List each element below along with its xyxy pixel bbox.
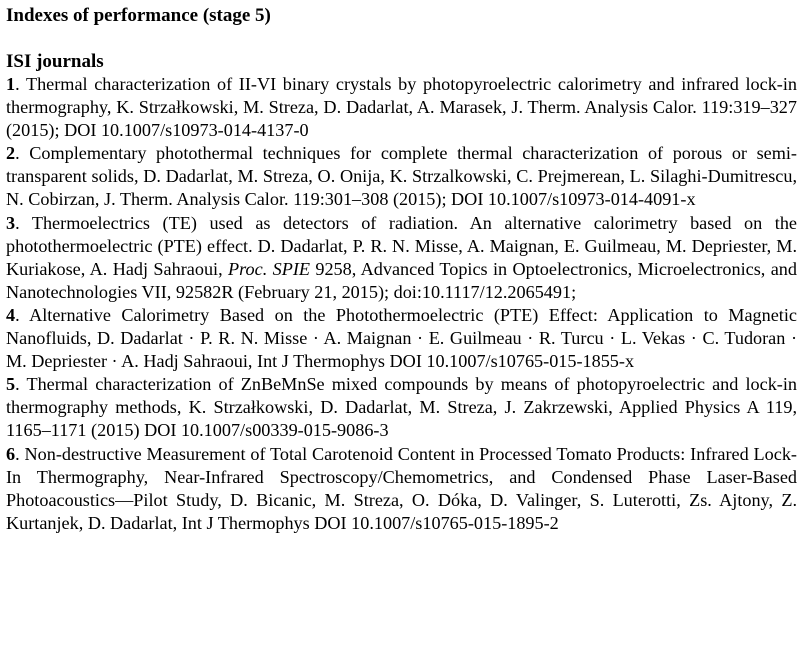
reference-number: 1 (6, 74, 16, 94)
reference-item-2 (6, 142, 797, 211)
reference-text: . Complementary photothermal techniques for complete thermal characterization of porous or semi-transparent solids, D. Dadarlat, M. Streza, O. Onija, K. Strzalkowski, C. Prejmerean, L. Silaghi-Dumitrescu, N. Cobirzan, J. Therm. Analysis Calor. 119:301–308 (2015); DOI 10.1007/s10973-014-4091-x (6, 143, 797, 210)
section-title: ISI journals (6, 51, 104, 72)
page-title: Indexes of performance (stage 5) (6, 5, 271, 26)
reference-number: 5 (6, 374, 16, 395)
reference-text: . Non-destructive Measurement of Total Carotenoid Content in Processed Tomato Products: Infrared Lock-In Thermography, Near-Infrared Spectroscopy/Chemometrics, and Condensed Phase Laser-Based Photoacoustics—Pilot Study, D. Bicanic, M. Streza, O. Dóka, D. Valinger, S. Luterotti, Zs. Ajtony, Z. Kurtanjek, D. Dadarlat, Int J Thermophys DOI 10.1007/s10765-015-1895-2 (6, 443, 797, 533)
reference-number: 6 (6, 443, 16, 464)
reference-item-6 (6, 443, 797, 535)
reference-item-1 (6, 73, 797, 142)
reference-text: . Thermal characterization of ZnBeMnSe mixed compounds by means of photopyroelectric and lock-in thermography methods, K. Strzałkowski, D. Dadarlat, M. Streza, J. Zakrzewski, Applied Physics A 119, 1165–1171 (2015) DOI 10.1007/s00339-015-9086-3 (6, 374, 797, 441)
reference-list (6, 73, 797, 535)
reference-number: 4 (6, 304, 16, 325)
reference-item-3 (6, 212, 797, 304)
blank-line (6, 27, 797, 50)
reference-number: 2 (6, 143, 16, 164)
reference-text-continued: 9258, Advanced Topics in Optoelectronics, Microelectronics, and Nanotechnologies VII, 92582R (February 21, 2015); doi:10.1117/12.2065491; (6, 258, 797, 302)
reference-number: 3 (6, 212, 16, 233)
reference-text: . Thermoelectrics (TE) used as detectors of radiation. An alternative calorimetry based on the photothermoelectric (PTE) effect. D. Dadarlat, P. R. N. Misse, A. Maignan, E. Guilmeau, M. Depriester, M. Kuriakose, A. Hadj Sahraoui, (6, 212, 797, 279)
reference-item-4 (6, 304, 797, 373)
reference-text: . Alternative Calorimetry Based on the Photothermoelectric (PTE) Effect: Application to Magnetic Nanofluids, D. Dadarlat · P. R. N. Misse · A. Maignan · E. Guilmeau · R. Turcu · L. Vekas · C. Tudoran · M. Depriester · A. Hadj Sahraoui, Int J Thermophys DOI 10.1007/s10765-015-1855-x (6, 304, 797, 372)
reference-text: . Thermal characterization of II-VI binary crystals by photopyroelectric calorimetry and infrared lock-in thermography, K. Strzałkowski, M. Streza, D. Dadarlat, A. Marasek, J. Therm. Analysis Calor. 119:319–327 (2015); DOI 10.1007/s10973-014-4137-0 (6, 74, 797, 141)
reference-item-5 (6, 373, 797, 442)
journal-name-italic: Proc. SPIE (228, 258, 310, 279)
